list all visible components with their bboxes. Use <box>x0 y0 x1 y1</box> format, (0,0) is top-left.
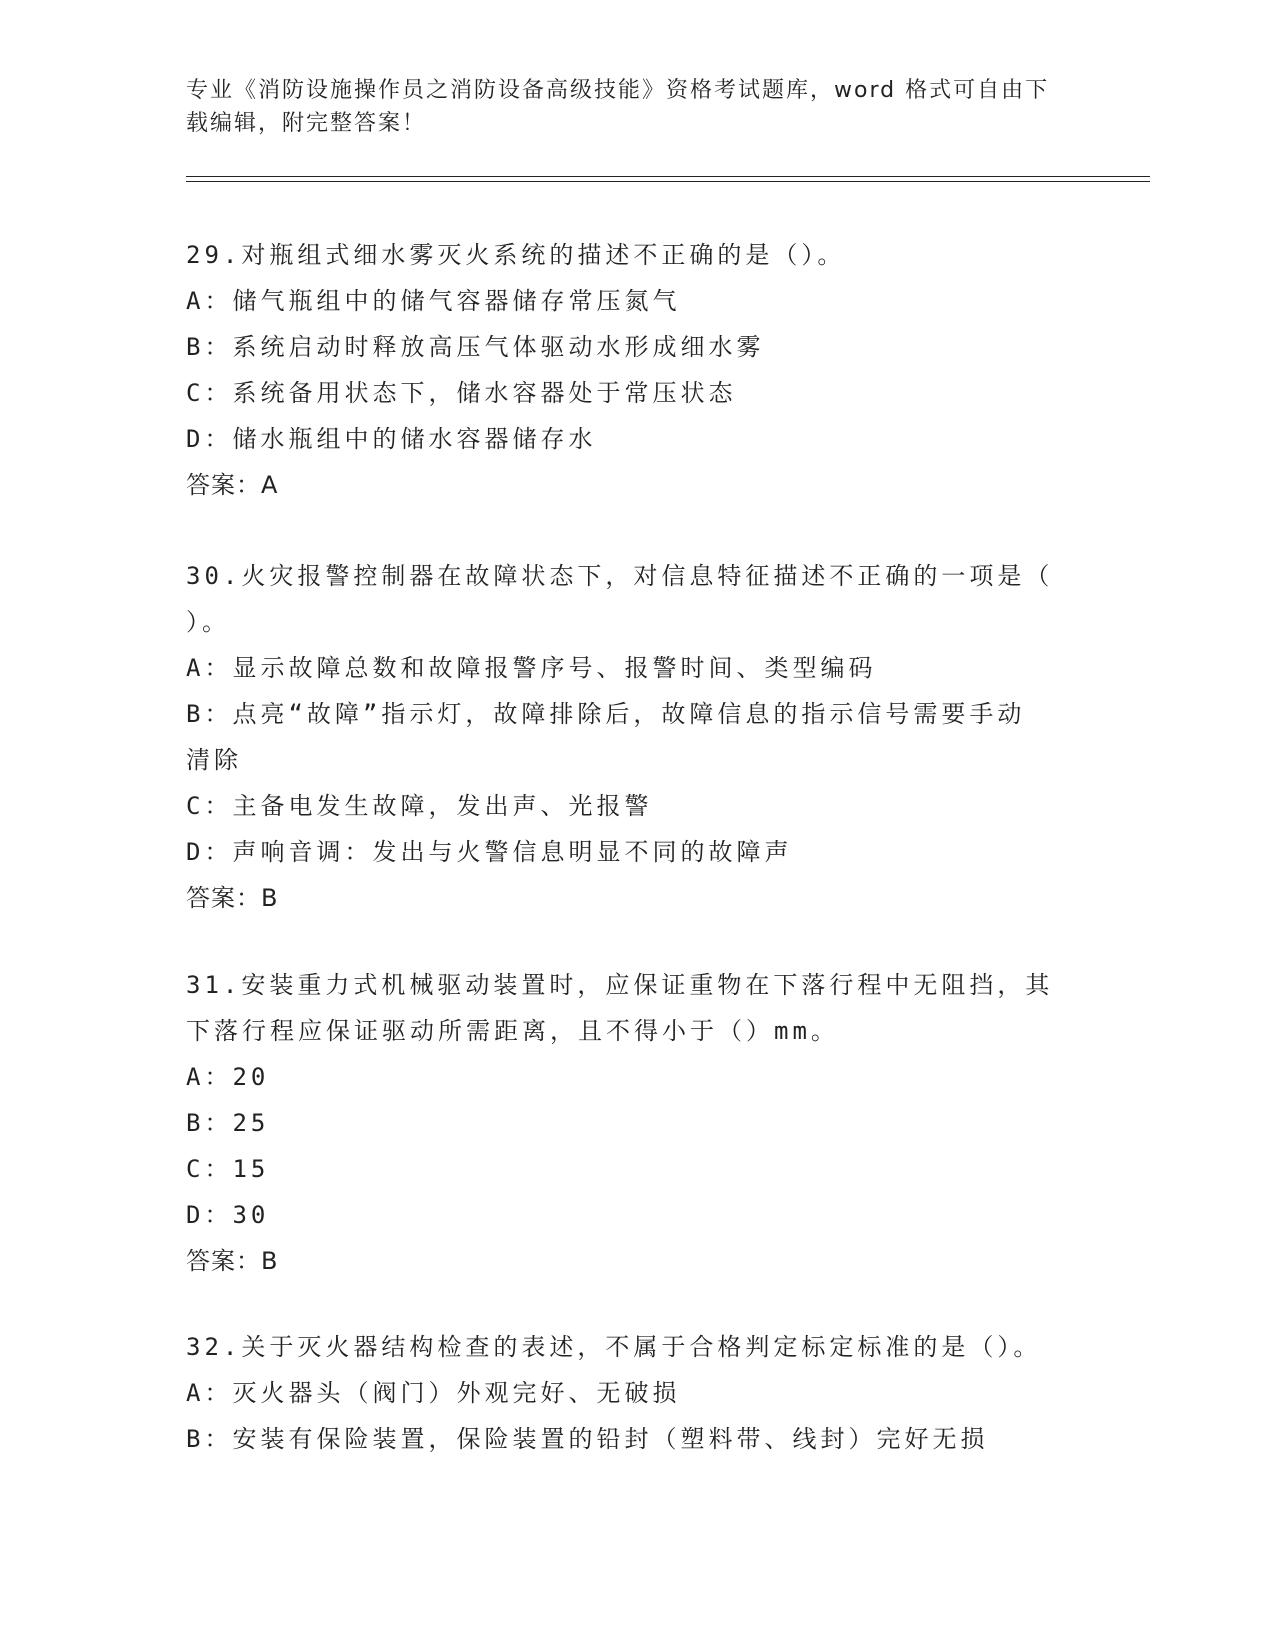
option-d: D：30 <box>186 1201 270 1229</box>
question-stem: 30.火灾报警控制器在故障状态下，对信息特征描述不正确的一项是（ <box>186 562 1054 590</box>
header-line-1: 专业《消防设施操作员之消防设备高级技能》资格考试题库，word 格式可自由下 <box>186 78 1050 103</box>
question-32 <box>186 1324 1066 1462</box>
header-divider-bottom <box>186 181 1150 182</box>
option-d: D：储水瓶组中的储水容器储存水 <box>186 425 597 453</box>
document-header <box>186 74 1066 140</box>
header-line-2: 载编辑，附完整答案！ <box>186 111 427 136</box>
question-stem-continued: 下落行程应保证驱动所需距离，且不得小于（）mm。 <box>186 1017 839 1045</box>
option-b: B：点亮“故障”指示灯，故障排除后，故障信息的指示信号需要手动 <box>186 700 1026 728</box>
option-a: A：储气瓶组中的储气容器储存常压氮气 <box>186 287 681 315</box>
option-a: A：20 <box>186 1063 270 1091</box>
answer-label: 答案：A <box>186 471 279 499</box>
question-stem: 29.对瓶组式细水雾灭火系统的描述不正确的是（）。 <box>186 241 846 269</box>
question-stem: 32.关于灭火器结构检查的表述，不属于合格判定标定标准的是（）。 <box>186 1333 1042 1361</box>
option-b: B：安装有保险装置，保险装置的铅封（塑料带、线封）完好无损 <box>186 1425 989 1453</box>
option-a: A：灭火器头（阀门）外观完好、无破损 <box>186 1379 681 1407</box>
answer-label: 答案：B <box>186 884 279 912</box>
option-a: A：显示故障总数和故障报警序号、报警时间、类型编码 <box>186 654 877 682</box>
header-divider-top <box>186 176 1150 177</box>
option-c: C：系统备用状态下，储水容器处于常压状态 <box>186 379 737 407</box>
question-30 <box>186 553 1066 921</box>
question-stem-continued: ）。 <box>186 608 230 636</box>
question-stem: 31.安装重力式机械驱动装置时，应保证重物在下落行程中无阻挡，其 <box>186 971 1054 999</box>
option-b-continued: 清除 <box>186 746 242 774</box>
option-d: D：声响音调：发出与火警信息明显不同的故障声 <box>186 838 793 866</box>
option-b: B：系统启动时释放高压气体驱动水形成细水雾 <box>186 333 765 361</box>
question-31 <box>186 962 1066 1284</box>
question-29 <box>186 232 1066 508</box>
option-c: C：主备电发生故障，发出声、光报警 <box>186 792 653 820</box>
option-b: B：25 <box>186 1109 270 1137</box>
option-c: C：15 <box>186 1155 270 1183</box>
answer-label: 答案：B <box>186 1247 279 1275</box>
